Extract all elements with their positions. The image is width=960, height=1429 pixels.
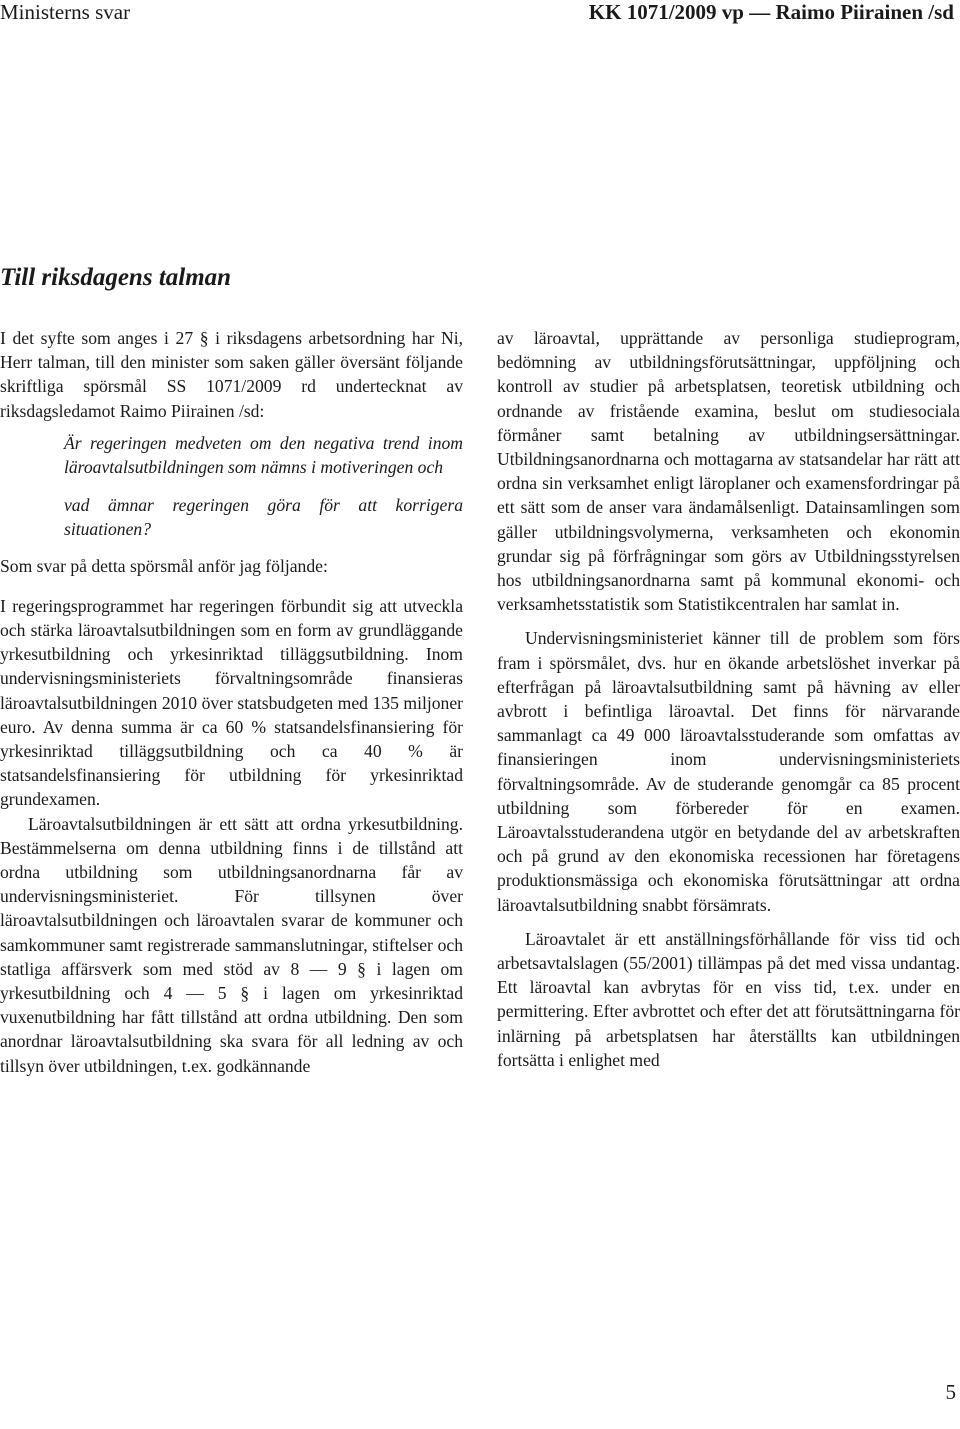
- page-number: 5: [945, 1380, 956, 1404]
- header-document-reference: KK 1071/2009 vp — Raimo Piirainen /sd: [588, 0, 954, 24]
- header-section-title: Ministerns svar: [0, 0, 131, 24]
- body-paragraph: I regeringsprogrammet har regeringen förbundit sig att utveckla och stärka läroavtalsutbildningen som en form av grundläggande yrkesutbildning och yrkesinriktad tilläggsutbildning. Inom undervisningsministeriets förvaltningsområde finansieras läroavtalsutbildningen 2010 över statsbudgeten med 135 miljoner euro. Av denna summa är ca 60 % statsandelsfinansiering för yrkesinriktad tilläggsutbildning och ca 40 % är statsandelsfinansiering för utbildning för yrkesinriktad grundexamen.: [0, 595, 463, 810]
- right-column: [497, 326, 960, 1072]
- answer-intro: Som svar på detta spörsmål anför jag följande:: [0, 555, 328, 576]
- question-1: Är regeringen medveten om den negativa trend inom läroavtalsutbildningen som nämns i motiveringen och: [64, 432, 463, 478]
- body-paragraph: Läroavtalsutbildningen är ett sätt att ordna yrkesutbildning. Bestämmelserna om denna utbildning finns i de tillstånd att ordna utbildning som utbildningsanordnarna får av undervisningsministeriet. För tillsynen över läroavtalsutbildningen och läroavtalen svarar de kommuner och samkommuner samt registrerade sammanslutningar, stiftelser och statliga affärsverk som med stöd av 8 — 9 § i lagen om yrkesutbildning och 4 — 5 § i lagen om yrkesinriktad vuxenutbildning har fått tillstånd att ordna utbildning. Den som anordnar läroavtalsutbildning ska svara för all ledning av och tillsyn över utbildningen, t.ex. godkännande: [0, 813, 463, 1076]
- page-header: [0, 0, 960, 26]
- body-paragraph: Läroavtalet är ett anställningsförhållande för viss tid och arbetsavtalslagen (55/2001) tillämpas på det med vissa undantag. Ett läroavtal kan avbrytas för en viss tid, t.ex. under en permittering. Efter avbrottet och efter det att förutsättningarna för inlärning på arbetsplatsen har återställts kan utbildningen fortsätta i enlighet med: [497, 928, 960, 1070]
- body-paragraph: av läroavtal, upprättande av personliga studieprogram, bedömning av utbildningsförutsättningar, uppföljning och kontroll av studier på arbetsplatsen, teoretisk utbildning och ordnande av fristående examina, beslut om studiesociala förmåner samt betalning av utbildningsersättningar. Utbildningsanordnarna och mottagarna av statsandelar har rätt att ordna sin verksamhet enligt läroplaner och examensfordringar på ett sätt som de anser vara ändamålsenligt. Datainsamlingen som gäller utbildningsvolymerna, verksamheten och ekonomin grundar sig på förfrågningar som görs av Utbildningsstyrelsen hos utbildningsanordnarna samt på kommunal ekonomi- och verksamhetsstatistik som Statistikcentralen har samlat in.: [497, 328, 960, 615]
- question-2: vad ämnar regeringen göra för att korrigera situationen?: [64, 495, 463, 540]
- letter-heading: Till riksdagens talman: [0, 264, 232, 291]
- body-paragraph: Undervisningsministeriet känner till de problem som förs fram i spörsmålet, dvs. hur en ökande arbetslöshet inverkar på efterfrågan på läroavtalsutbildning samt på hävning av eller avbrott i befintliga läroavtal. Det finns för närvarande sammanlagt ca 49 000 läroavtalsstuderande som omfattas av finansieringen inom undervisningsministeriets förvaltningsområde. Av de studerande genomgår ca 85 procent utbildning som förbereder för en examen. Läroavtalsstuderandena utgör en betydande del av arbetskraften och på grund av den ekonomiska recessionen har företagens produktionsmässiga och ekonomiska förutsättningar att ordna läroavtalsutbildning snabbt försämrats.: [497, 628, 960, 915]
- left-column: [0, 326, 463, 1078]
- intro-paragraph: I det syfte som anges i 27 § i riksdagens arbetsordning har Ni, Herr talman, till den minister som saken gäller översänt följande skriftliga spörsmål SS 1071/2009 rd undertecknat av riksdagsledamot Raimo Piirainen /sd:: [0, 328, 463, 421]
